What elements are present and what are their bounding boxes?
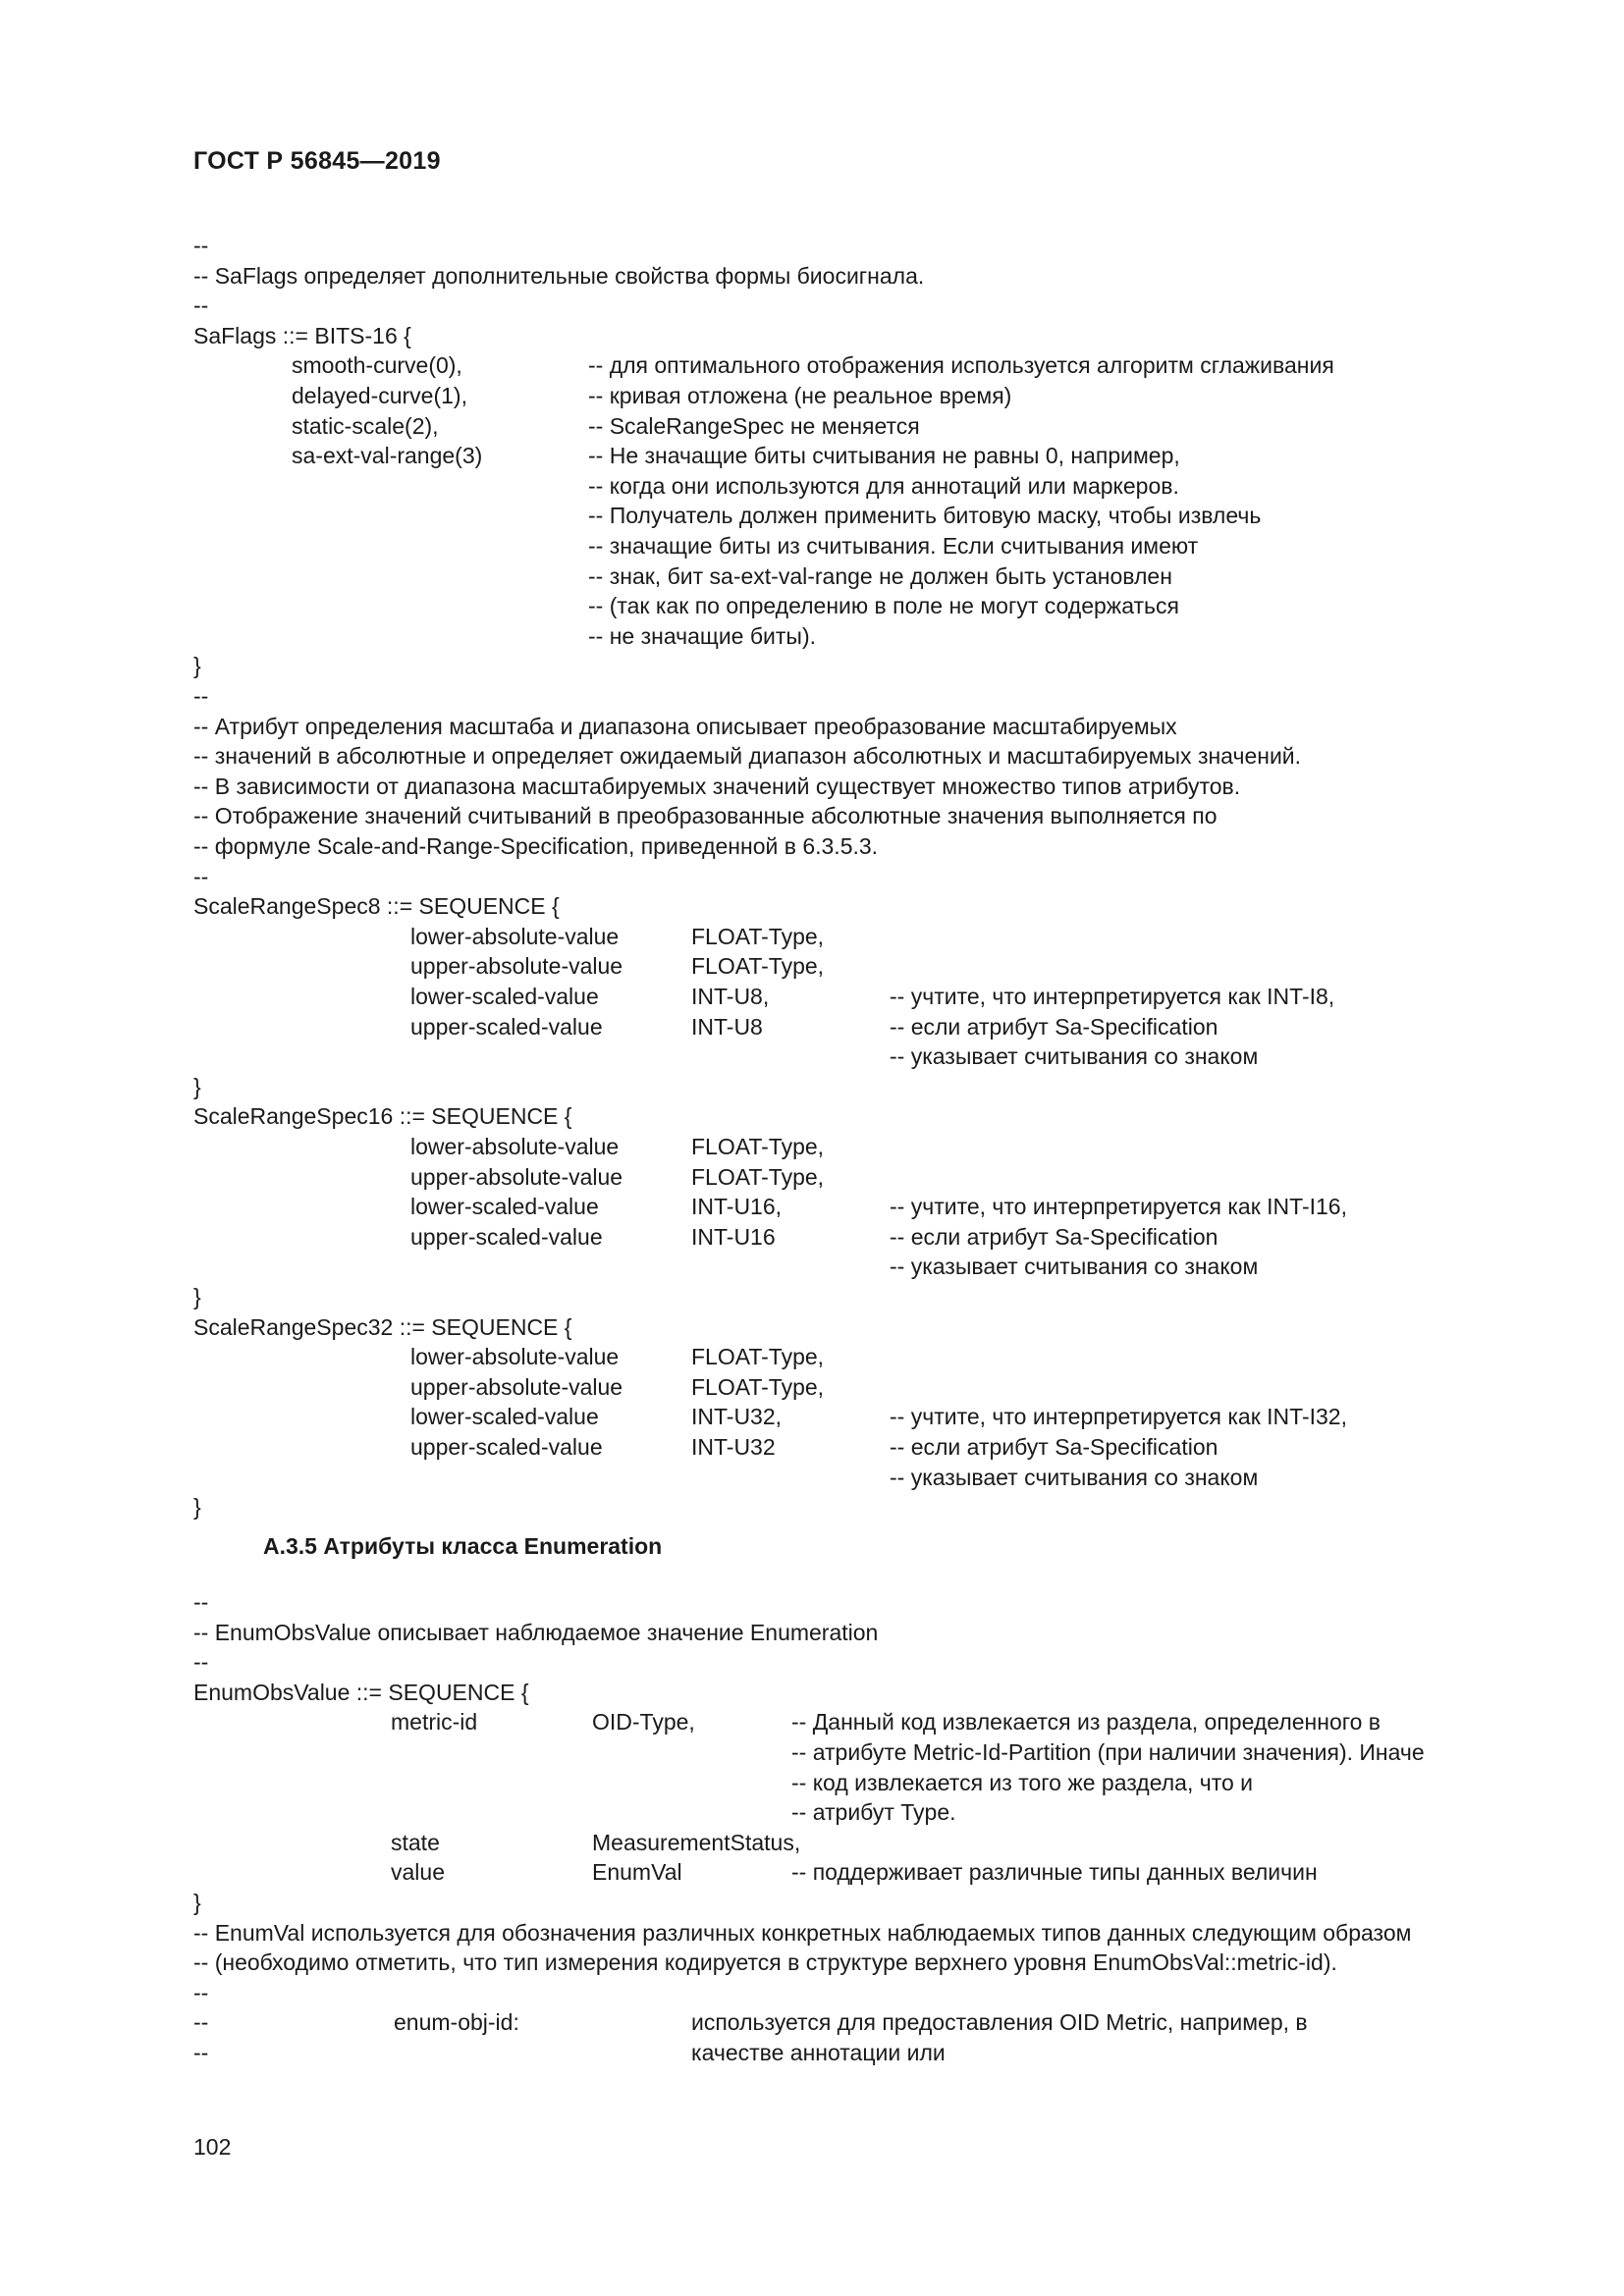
code-cell: -- Не значащие биты считывания не равны 0, например,	[588, 443, 1180, 469]
code-cell: INT-U16,	[691, 1194, 783, 1220]
code-cell: value	[391, 1859, 445, 1886]
code-cell: }	[193, 1494, 201, 1521]
code-cell: -- если атрибут Sa-Specification	[890, 1223, 1218, 1250]
code-cell: --	[193, 1589, 209, 1615]
code-cell: EnumVal	[592, 1859, 682, 1886]
code-cell: -- Данный код извлекается из раздела, определенного в	[791, 1709, 1381, 1735]
code-cell: }	[193, 653, 201, 679]
code-cell: SaFlags ::= BITS-16 {	[193, 322, 411, 348]
code-cell: -- ScaleRangeSpec не меняется	[588, 412, 920, 439]
code-cell: -- атрибуте Metric-Id-Partition (при наличии значения). Иначе	[791, 1739, 1425, 1765]
code-cell: -- кривая отложена (не реальное время)	[588, 383, 1012, 408]
code-cell: FLOAT-Type,	[691, 923, 825, 949]
code-cell: lower-scaled-value	[410, 984, 599, 1009]
code-cell: smooth-curve(0),	[292, 352, 462, 379]
code-cell: -- значений в абсолютные и определяет ожидаемый диапазон абсолютных и масштабируемых значений.	[193, 743, 1302, 770]
code-cell: MeasurementStatus,	[592, 1829, 801, 1855]
code-cell: INT-U32	[691, 1434, 776, 1460]
code-cell: -- Получатель должен применить битовую маску, чтобы извлечь	[588, 503, 1262, 529]
code-cell: -- для оптимального отображения используется алгоритм сглаживания	[588, 352, 1334, 379]
code-cell: INT-U8,	[691, 984, 770, 1009]
code-cell: upper-scaled-value	[410, 1013, 603, 1040]
code-cell: -- когда они используются для аннотаций или маркеров.	[588, 472, 1179, 499]
code-cell: lower-absolute-value	[410, 1344, 620, 1370]
code-cell: lower-absolute-value	[410, 1134, 620, 1159]
code-cell: используется для предоставления OID Metric, например, в	[691, 2009, 1308, 2036]
code-cell: static-scale(2),	[292, 412, 439, 439]
code-cell: FLOAT-Type,	[691, 1134, 825, 1159]
code-cell: -- если атрибут Sa-Specification	[890, 1013, 1218, 1040]
code-cell: --	[193, 1979, 209, 2005]
code-cell: FLOAT-Type,	[691, 1163, 825, 1190]
code-cell: }	[193, 1284, 201, 1309]
code-cell: -- SaFlags определяет дополнительные свойства формы биосигнала.	[193, 262, 925, 289]
code-cell: -- знак, бит sa-ext-val-range не должен быть установлен	[588, 562, 1172, 589]
code-cell: --	[193, 293, 209, 319]
code-cell: ScaleRangeSpec8 ::= SEQUENCE {	[193, 893, 560, 920]
code-cell: -- формуле Scale-and-Range-Specification, приведенной в 6.3.5.3.	[193, 833, 879, 859]
code-cell: metric-id	[391, 1709, 478, 1735]
code-cell: INT-U16	[691, 1223, 776, 1250]
code-cell: FLOAT-Type,	[691, 953, 825, 980]
code-cell: --	[193, 683, 209, 709]
code-cell: --	[193, 863, 209, 889]
code-cell: ScaleRangeSpec32 ::= SEQUENCE {	[193, 1313, 572, 1340]
code-cell: качестве аннотации или	[691, 2040, 946, 2065]
code-cell: INT-U8	[691, 1013, 763, 1040]
code-cell: INT-U32,	[691, 1404, 783, 1430]
code-cell: -- атрибут Type.	[791, 1799, 956, 1826]
code-cell: upper-absolute-value	[410, 1373, 623, 1400]
code-cell: -- указывает считывания со знаком	[890, 1254, 1259, 1280]
code-cell: -- указывает считывания со знаком	[890, 1464, 1259, 1490]
code-cell: -- указывает считывания со знаком	[890, 1043, 1259, 1070]
code-cell: --	[193, 1649, 209, 1676]
code-cell: -- учтите, что интерпретируется как INT-I32,	[890, 1404, 1347, 1430]
code-cell: lower-scaled-value	[410, 1194, 599, 1220]
code-cell: -- учтите, что интерпретируется как INT-I8,	[890, 984, 1335, 1009]
page-header-title: ГОСТ Р 56845—2019	[193, 147, 441, 175]
code-cell: OID-Type,	[592, 1709, 695, 1735]
code-cell: EnumObsValue ::= SEQUENCE {	[193, 1679, 529, 1705]
code-cell: -- поддерживает различные типы данных величин	[791, 1859, 1318, 1886]
code-cell: -- не значащие биты).	[588, 622, 816, 649]
code-cell: -- если атрибут Sa-Specification	[890, 1434, 1218, 1460]
code-cell: -- В зависимости от диапазона масштабируемых значений существует множество типов атрибутов.	[193, 773, 1241, 799]
code-cell: upper-absolute-value	[410, 1163, 623, 1190]
code-cell: sa-ext-val-range(3)	[292, 443, 483, 469]
code-cell: upper-absolute-value	[410, 953, 623, 980]
code-cell: -- Отображение значений считываний в преобразованные абсолютные значения выполняется по	[193, 803, 1218, 829]
code-cell: state	[391, 1829, 440, 1855]
code-cell: -- Атрибут определения масштаба и диапазона описывает преобразование масштабируемых	[193, 713, 1177, 739]
code-cell: ScaleRangeSpec16 ::= SEQUENCE {	[193, 1103, 572, 1130]
page-number: 102	[193, 2134, 232, 2160]
code-cell: --	[193, 233, 209, 258]
code-cell: -- (необходимо отметить, что тип измерения кодируется в структуре верхнего уровня EnumObsVal::metric-id).	[193, 1949, 1337, 1976]
code-cell: -- EnumObsValue описывает наблюдаемое значение Enumeration	[193, 1619, 879, 1645]
code-cell: }	[193, 1890, 201, 1915]
code-cell: upper-scaled-value	[410, 1434, 603, 1460]
code-cell: enum-obj-id:	[394, 2009, 519, 2036]
code-cell: -- (так как по определению в поле не могут содержаться	[588, 593, 1179, 619]
code-cell: -- значащие биты из считывания. Если считывания имеют	[588, 533, 1199, 559]
code-cell: -- код извлекается из того же раздела, что и	[791, 1769, 1254, 1795]
code-cell: lower-absolute-value	[410, 923, 620, 949]
code-cell: --	[193, 2009, 209, 2036]
code-cell: lower-scaled-value	[410, 1404, 599, 1430]
code-cell: }	[193, 1073, 201, 1099]
code-cell: upper-scaled-value	[410, 1223, 603, 1250]
code-cell: FLOAT-Type,	[691, 1344, 825, 1370]
code-cell: FLOAT-Type,	[691, 1373, 825, 1400]
code-cell: --	[193, 2040, 209, 2065]
code-cell: delayed-curve(1),	[292, 383, 467, 408]
code-cell: -- учтите, что интерпретируется как INT-I16,	[890, 1194, 1347, 1220]
code-cell: -- EnumVal используется для обозначения различных конкретных наблюдаемых типов данных следующим образом	[193, 1919, 1412, 1946]
section-heading: А.3.5 Атрибуты класса Enumeration	[263, 1533, 663, 1559]
